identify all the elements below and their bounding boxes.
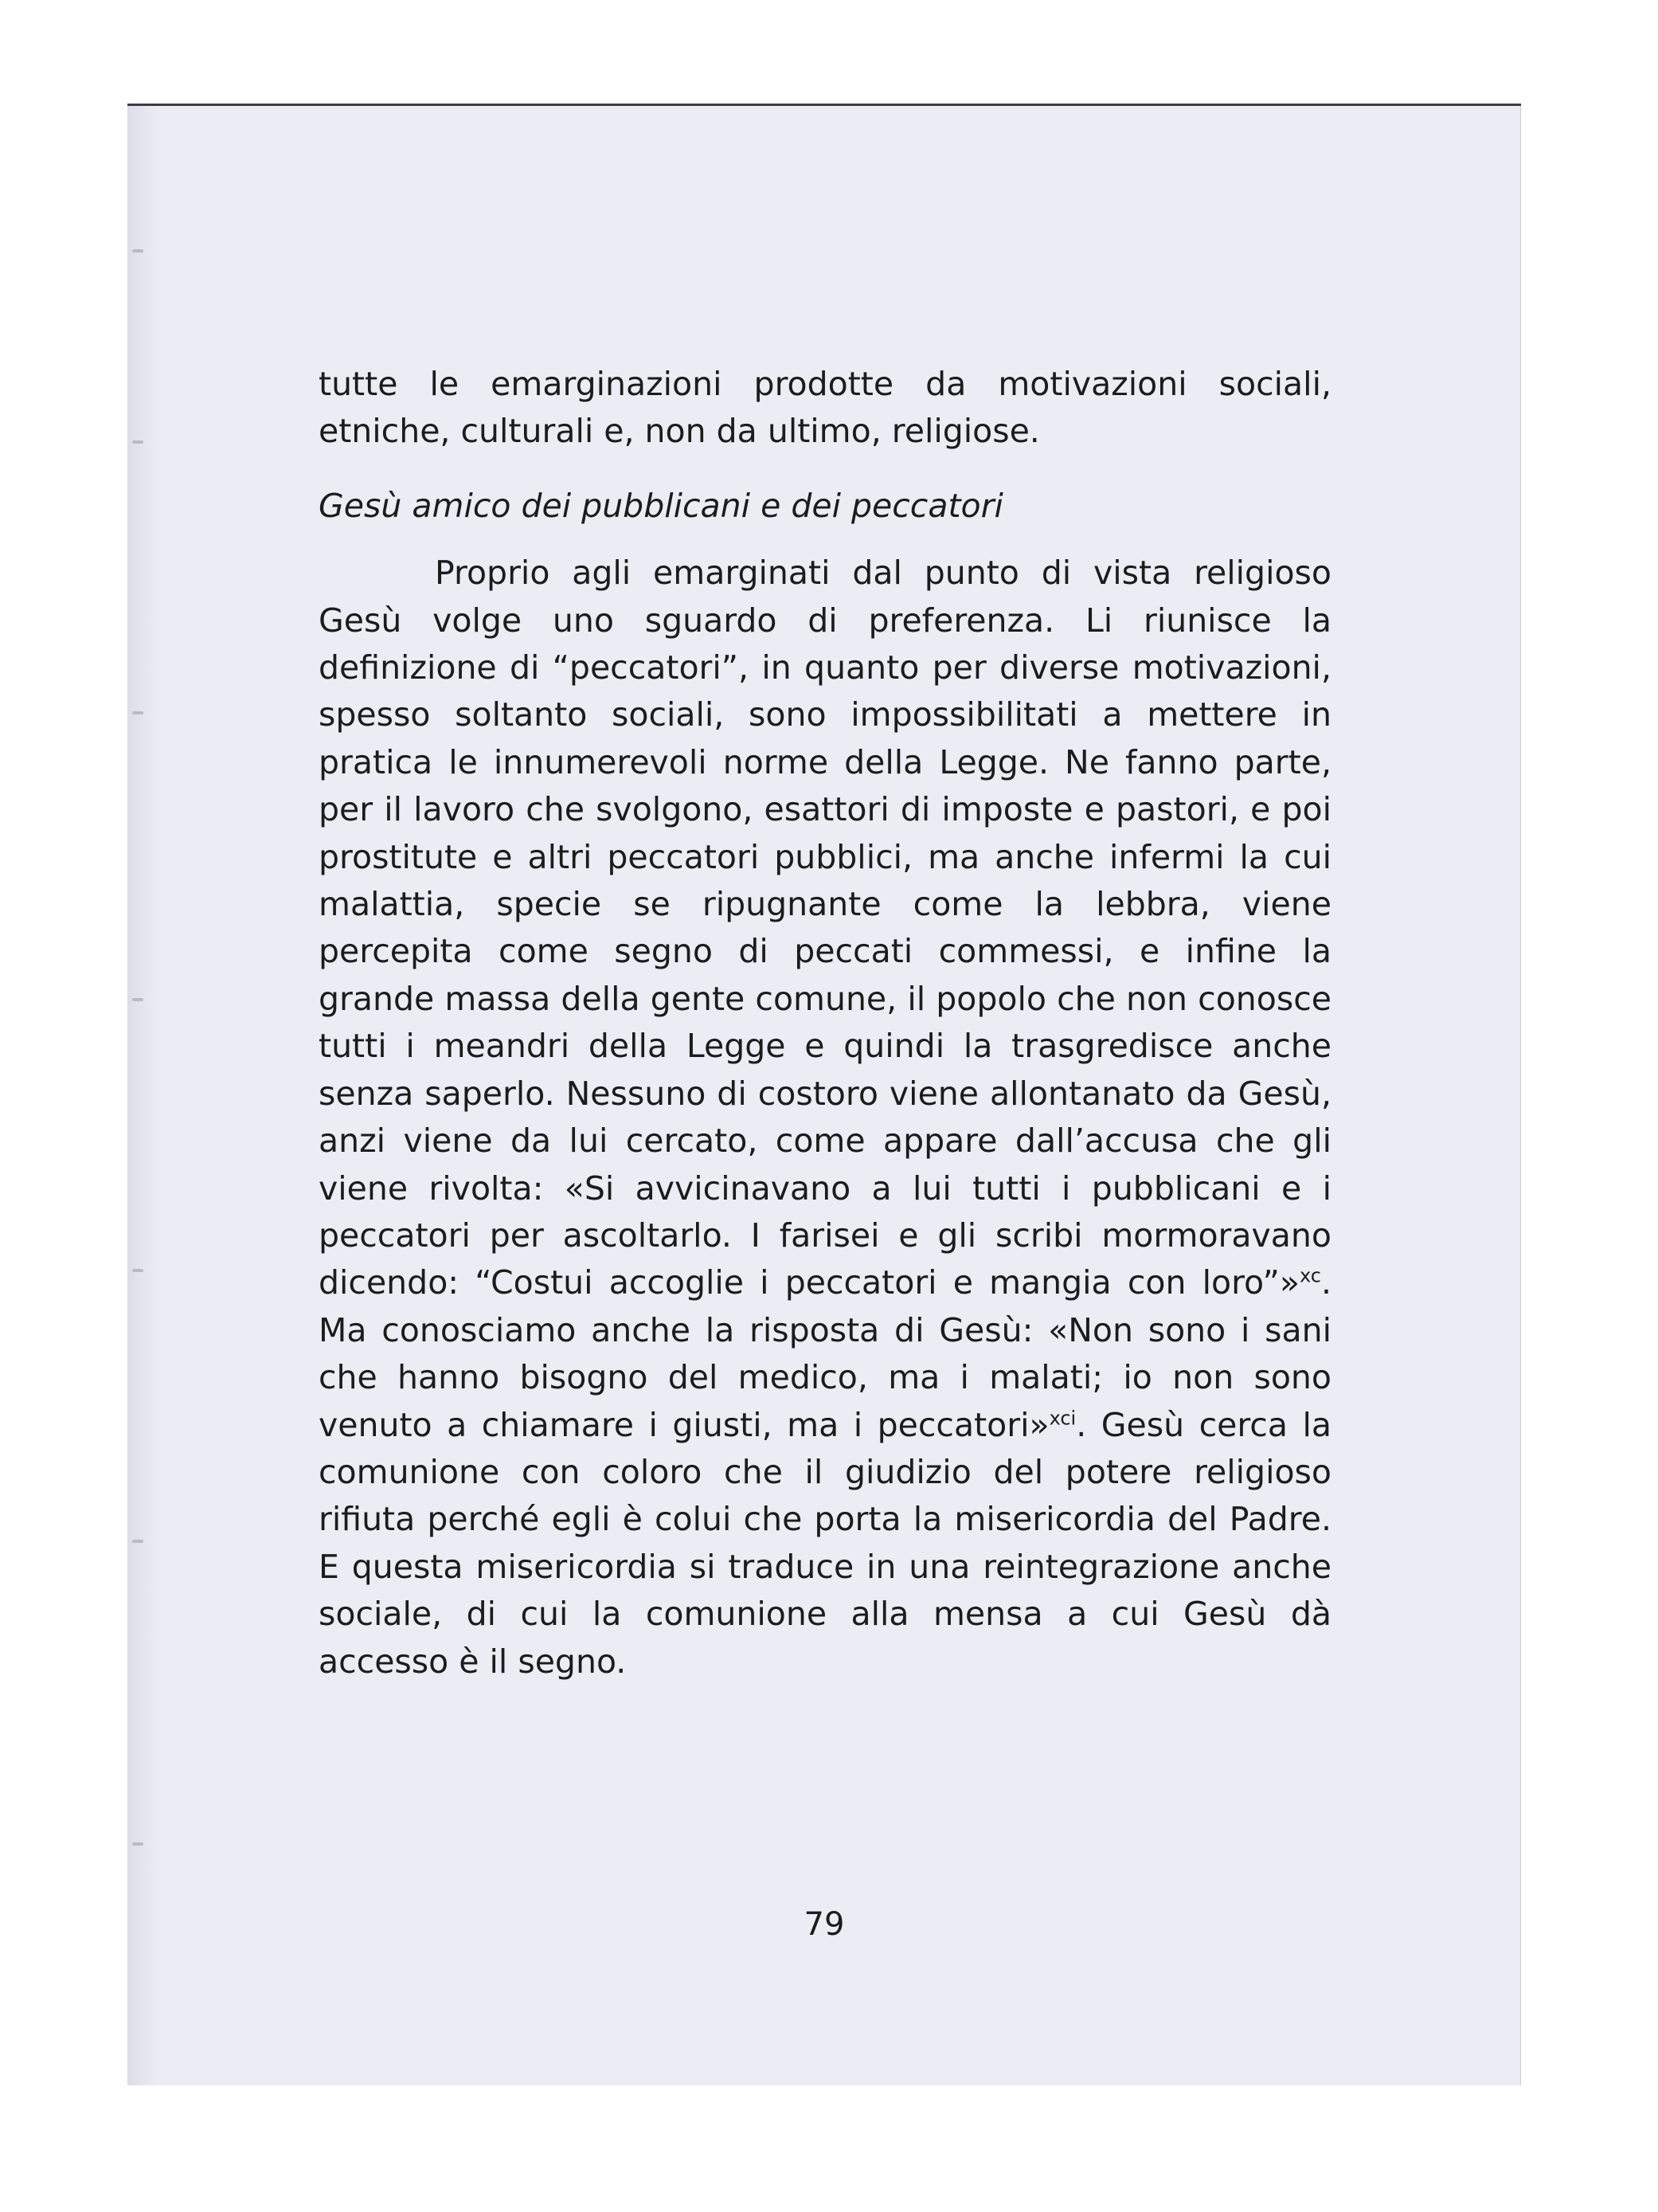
paragraph-2	[319, 550, 1331, 1685]
page-number: 79	[804, 1906, 845, 1943]
paragraph-1: tutte le emarginazioni prodotte da motivazioni sociali, etniche, culturali e, non da ultimo, religiose.	[319, 365, 1331, 451]
section-heading: Gesù amico dei pubblicani e dei peccatori	[319, 486, 1003, 525]
page-text	[319, 361, 1331, 1685]
binding-edge	[127, 106, 159, 2085]
book-page	[127, 104, 1521, 2085]
footnote-ref-xci: xci	[1049, 1406, 1077, 1429]
paragraph-2-part-3: . Gesù cerca la comunione con coloro che il giudizio del potere religioso rifiuta perché egli è colui che porta la misericordia del Padre. E questa misericordia si traduce in una reintegrazione anche sociale, di cui la comunione alla mensa a cui Gesù dà accesso è il segno.	[319, 1405, 1331, 1681]
paragraph-2-part-1: Proprio agli emarginati dal punto di vista religioso Gesù volge uno sguardo di preferenza. Li riunisce la definizione di “peccatori”, in quanto per diverse motivazioni, spesso soltanto sociali, sono impossibilitati a mettere in pratica le innumerevoli norme della Legge. Ne fanno parte, per il lavoro che svolgono, esattori di imposte e pastori, e poi prostitute e altri peccatori pubblici, ma anche infermi la cui malattia, specie se ripugnante come la lebbra, viene percepita come segno di peccati commessi, e infine la grande massa della gente comune, il popolo che non conosce tutti i meandri della Legge e quindi la trasgredisce anche senza saperlo. Nessuno di costoro viene allontanato da Gesù, anzi viene da lui cercato, come appare dall’accusa che gli viene rivolta: «Si avvicinavano a lui tutti i pubblicani e i peccatori per ascoltarlo. I farisei e gli scribi mormoravano dicendo: “Costui accoglie i peccatori e mangia con loro”»	[319, 554, 1331, 1302]
paragraph-2-part-2: . Ma conosciamo anche la risposta di Gesù: «Non sono i sani che hanno bisogno del medico, ma i malati; io non sono venuto a chiamare i giusti, ma i peccatori»	[319, 1263, 1331, 1444]
footnote-ref-xc: xc	[1299, 1264, 1321, 1287]
